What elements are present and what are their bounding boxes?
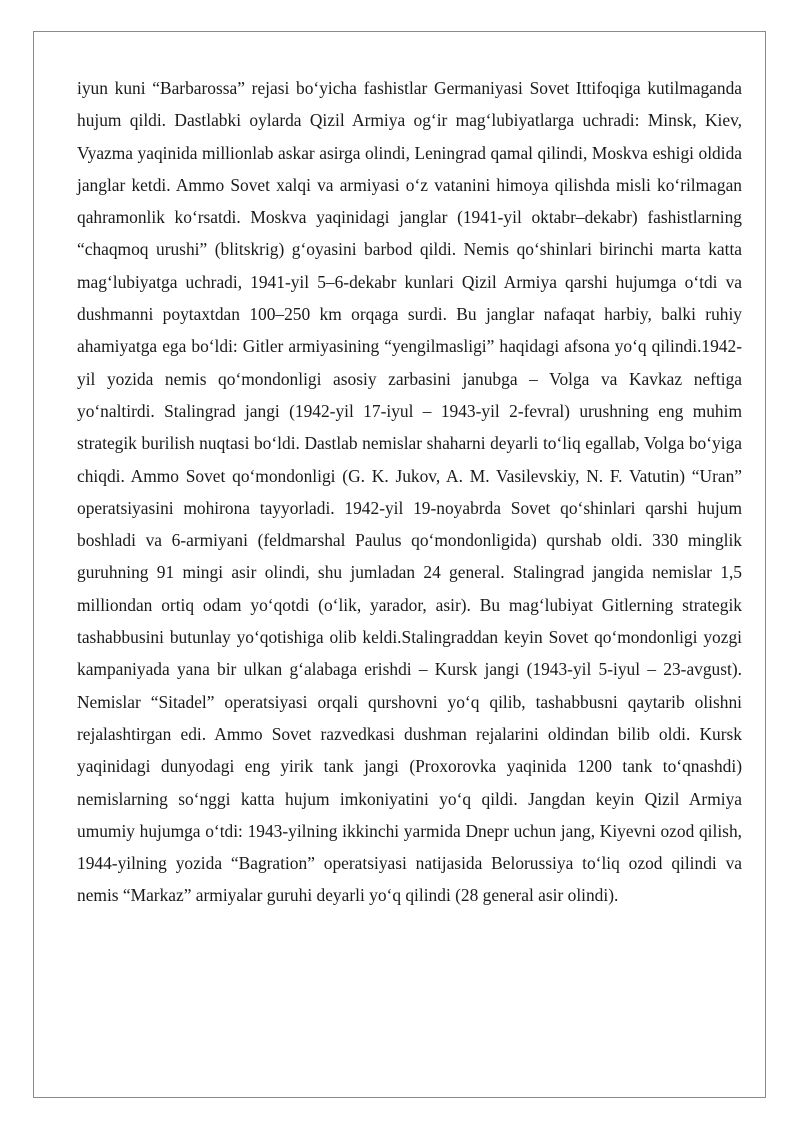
- body-paragraph: iyun kuni “Barbarossa” rejasi bo‘yicha fashistlar Germaniyasi Sovet Ittifoqiga kutilmaganda hujum qildi. Dastlabki oylarda Qizil Armiya og‘ir mag‘lubiyatlarga uchradi: Minsk, Kiev, Vyazma yaqinida millionlab askar asirga olindi, Leningrad qamal qilindi, Moskva eshigi oldida janglar ketdi. Ammo Sovet xalqi va armiyasi o‘z vatanini himoya qilishda misli ko‘rilmagan qahramonlik ko‘rsatdi. Moskva yaqinidagi janglar (1941-yil oktabr–dekabr) fashistlarning “chaqmoq urushi” (blitskrig) g‘oyasini barbod qildi. Nemis qo‘shinlari birinchi marta katta mag‘lubiyatga uchradi, 1941-yil 5–6-dekabr kunlari Qizil Armiya qarshi hujumga o‘tdi va dushmanni poytaxtdan 100–250 km orqaga surdi. Bu janglar nafaqat harbiy, balki ruhiy ahamiyatga ega bo‘ldi: Gitler armiyasining “yengilmasligi” haqidagi afsona yo‘q qilindi.1942-yil yozida nemis qo‘mondonligi asosiy zarbasini janubga – Volga va Kavkaz neftiga yo‘naltirdi. Stalingrad jangi (1942-yil 17-iyul – 1943-yil 2-fevral) urushning eng muhim strategik burilish nuqtasi bo‘ldi. Dastlab nemislar shaharni deyarli to‘liq egallab, Volga bo‘yiga chiqdi. Ammo Sovet qo‘mondonligi (G. K. Jukov, A. M. Vasilevskiy, N. F. Vatutin) “Uran” operatsiyasini mohirona tayyorladi. 1942-yil 19-noyabrda Sovet qo‘shinlari qarshi hujum boshladi va 6-armiyani (feldmarshal Paulus qo‘mondonligida) qurshab oldi. 330 minglik guruhning 91 mingi asir olindi, shu jumladan 24 general. Stalingrad jangida nemislar 1,5 milliondan ortiq odam yo‘qotdi (o‘lik, yarador, asir). Bu mag‘lubiyat Gitlerning strategik tashabbusini butunlay yo‘qotishiga olib keldi.Stalingraddan keyin Sovet qo‘mondonligi yozgi kampaniyada yana bir ulkan g‘alabaga erishdi – Kursk jangi (1943-yil 5-iyul – 23-avgust). Nemislar “Sitadel” operatsiyasi orqali qurshovni yo‘q qilib, tashabbusni qaytarib olishni rejalashtirgan edi. Ammo Sovet razvedkasi dushman rejalarini oldindan bilib oldi. Kursk yaqinidagi dunyodagi eng yirik tank jangi (Proxorovka yaqinida 1200 tank to‘qnashdi) nemislarning so‘nggi katta hujum imkoniyatini yo‘q qildi. Jangdan keyin Qizil Armiya umumiy hujumga o‘tdi: 1943-yilning ikkinchi yarmida Dnepr uchun jang, Kiyevni ozod qilish, 1944-yilning yozida “Bagration” operatsiyasi natijasida Belorussiya to‘liq ozod qilindi va nemis “Markaz” armiyalar guruhi deyarli yo‘q qilindi (28 general asir olindi).: [77, 78, 742, 906]
